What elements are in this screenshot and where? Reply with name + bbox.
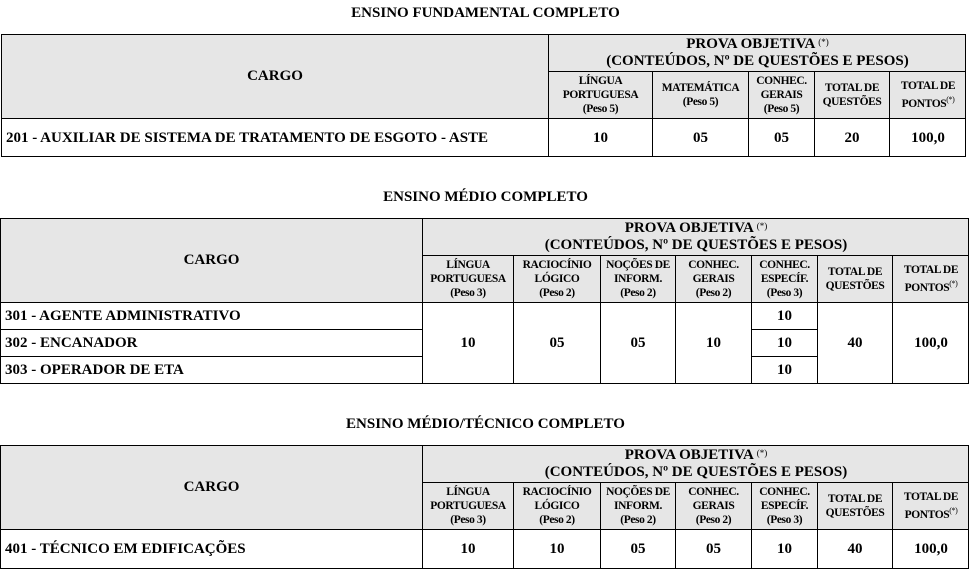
col-header-raciocinio: RACIOCÍNIO LÓGICO (Peso 2) [513, 482, 600, 529]
value-lingua: 10 [422, 529, 513, 569]
value-lingua: 10 [422, 302, 513, 384]
col-header-total-pontos: TOTAL DE PONTOS(*) [889, 71, 966, 118]
value-especif: 10 [751, 329, 817, 356]
value-nocoes: 05 [600, 302, 675, 384]
table-medio-tecnico [0, 445, 969, 569]
col-header-nocoes: NOÇÕES DE INFORM. (Peso 2) [600, 482, 675, 529]
table-row-cargo: 401 - TÉCNICO EM EDIFICAÇÕES [0, 529, 422, 569]
col-header-conhec-gerais: CONHEC. GERAIS (Peso 2) [675, 255, 751, 302]
table-row-cargo: 303 - OPERADOR DE ETA [0, 356, 422, 384]
col-header-raciocinio: RACIOCÍNIO LÓGICO (Peso 2) [513, 255, 600, 302]
col-header-total-questoes: TOTAL DE QUESTÕES [817, 482, 892, 529]
value-total-pontos: 100,0 [892, 302, 969, 384]
section-title-medio-tecnico: ENSINO MÉDIO/TÉCNICO COMPLETO [346, 416, 625, 432]
table-row-cargo: 302 - ENCANADOR [0, 329, 422, 356]
col-header-conhec-gerais: CONHEC. GERAIS (Peso 2) [675, 482, 751, 529]
value-lingua: 10 [548, 118, 652, 157]
col-header-total-questoes: TOTAL DE QUESTÕES [814, 71, 889, 118]
value-matematica: 05 [652, 118, 748, 157]
col-header-total-questoes: TOTAL DE QUESTÕES [817, 255, 892, 302]
value-especif: 10 [751, 529, 817, 569]
col-header-conhec-especif: CONHEC. ESPECÍF. (Peso 3) [751, 482, 817, 529]
value-total-pontos: 100,0 [889, 118, 966, 157]
col-header-total-pontos: TOTAL DE PONTOS(*) [892, 255, 969, 302]
table-row-cargo: 301 - AGENTE ADMINISTRATIVO [0, 302, 422, 329]
table-medio [0, 218, 969, 384]
cargo-header: CARGO [0, 445, 422, 529]
value-especif: 10 [751, 356, 817, 384]
value-total-questoes: 20 [814, 118, 889, 157]
value-conhec-gerais: 05 [748, 118, 814, 157]
cargo-header: CARGO [0, 218, 422, 302]
col-header-nocoes: NOÇÕES DE INFORM. (Peso 2) [600, 255, 675, 302]
value-conhec-gerais: 05 [675, 529, 751, 569]
value-especif: 10 [751, 302, 817, 329]
prova-subtitle: (CONTEÚDOS, Nº DE QUESTÕES E PESOS) [606, 53, 909, 69]
value-total-questoes: 40 [817, 529, 892, 569]
value-nocoes: 05 [600, 529, 675, 569]
prova-title: PROVA OBJETIVA [686, 36, 815, 52]
col-header-lingua: LÍNGUA PORTUGUESA (Peso 3) [422, 482, 513, 529]
cargo-header-label: CARGO [247, 68, 303, 84]
col-header-conhec-especif: CONHEC. ESPECÍF. (Peso 3) [751, 255, 817, 302]
col-header-matematica: MATEMÁTICA (Peso 5) [652, 71, 748, 118]
value-total-pontos: 100,0 [892, 529, 969, 569]
value-raciocinio: 05 [513, 302, 600, 384]
prova-objetiva-header: PROVA OBJETIVA (*) (CONTEÚDOS, Nº DE QUESTÕES E PESOS) [422, 218, 969, 255]
cargo-header [1, 34, 548, 118]
prova-objetiva-header [548, 34, 966, 71]
section-title-medio: ENSINO MÉDIO COMPLETO [383, 189, 588, 205]
table-row-cargo: 201 - AUXILIAR DE SISTEMA DE TRATAMENTO DE ESGOTO - ASTE [1, 118, 548, 157]
col-header-lingua: LÍNGUA PORTUGUESA (Peso 5) [548, 71, 652, 118]
section-title-fundamental: ENSINO FUNDAMENTAL COMPLETO [351, 5, 620, 21]
col-header-total-pontos: TOTAL DE PONTOS(*) [892, 482, 969, 529]
col-header-conhec-gerais: CONHEC. GERAIS (Peso 5) [748, 71, 814, 118]
value-conhec-gerais: 10 [675, 302, 751, 384]
prova-objetiva-header: PROVA OBJETIVA (*) (CONTEÚDOS, Nº DE QUESTÕES E PESOS) [422, 445, 969, 482]
value-raciocinio: 10 [513, 529, 600, 569]
prova-mark: (*) [818, 37, 829, 47]
table-fundamental [1, 34, 966, 157]
value-total-questoes: 40 [817, 302, 892, 384]
col-header-lingua: LÍNGUA PORTUGUESA (Peso 3) [422, 255, 513, 302]
